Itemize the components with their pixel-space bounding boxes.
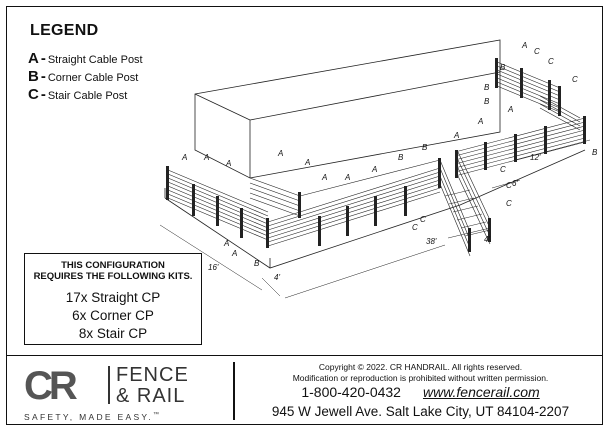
callout-b: B — [484, 83, 490, 92]
callout-c: C — [420, 215, 426, 224]
dimension-16ft: 16' — [208, 263, 219, 272]
logo-fence-word: FENCE — [116, 364, 189, 386]
callout-a: A — [182, 153, 188, 162]
callout-c: C — [506, 199, 512, 208]
website-link[interactable]: www.fencerail.com — [422, 384, 540, 400]
legend-key: C — [28, 86, 39, 103]
legend-item-corner — [28, 68, 138, 85]
callout-b: B — [592, 148, 598, 157]
logo-divider — [108, 366, 110, 404]
callout-b: B — [398, 153, 404, 162]
legend-dash: - — [40, 68, 46, 85]
street-address: 945 W Jewell Ave. Salt Lake City, UT 84104-2207 — [271, 404, 570, 419]
callout-c: C — [572, 75, 578, 84]
callout-b: B — [484, 97, 490, 106]
dimension-12ft: 12' — [530, 153, 541, 162]
callout-a: A — [204, 153, 210, 162]
dimension-6ft: 6' — [512, 179, 518, 188]
dimension-4ft: 4' — [274, 273, 280, 282]
callout-a: A — [454, 131, 460, 140]
dimension-4ft-stair: 4' — [484, 235, 490, 244]
logo-cr-mark: CR — [24, 364, 74, 408]
callout-c: C — [500, 165, 506, 174]
legend-label: Stair Cable Post — [47, 90, 128, 102]
fence-rail-logo — [24, 364, 214, 422]
kits-heading — [25, 260, 201, 282]
footer-divider — [233, 362, 235, 420]
legend-dash: - — [40, 50, 46, 67]
legend-key: A — [28, 50, 39, 67]
callout-c: C — [412, 223, 418, 232]
trademark-symbol: ™ — [152, 412, 159, 419]
title-block-footer — [6, 355, 603, 425]
callout-a: A — [322, 173, 328, 182]
callout-a: A — [224, 239, 230, 248]
callout-c: C — [534, 47, 540, 56]
legend-dash: - — [40, 86, 46, 103]
callout-b: B — [254, 259, 260, 268]
legend-item-straight — [28, 50, 143, 67]
callout-c: C — [548, 57, 554, 66]
callout-a: A — [372, 165, 378, 174]
kits-summary-box — [24, 253, 202, 345]
legend-label: Corner Cable Post — [47, 72, 139, 84]
copyright-text: Copyright © 2022. CR HANDRAIL. All rights reserved. — [318, 362, 523, 372]
callout-b: B — [422, 143, 428, 152]
kits-heading-line: REQUIRES THE FOLLOWING KITS. — [33, 271, 193, 282]
logo-tagline — [24, 412, 159, 422]
kit-line-straight: 17x Straight CP — [65, 290, 161, 305]
callout-a: A — [522, 41, 528, 50]
kits-heading-line: THIS CONFIGURATION — [61, 260, 165, 271]
dimension-38ft: 38' — [426, 237, 437, 246]
callout-a: A — [345, 173, 351, 182]
callout-a: A — [478, 117, 484, 126]
callout-b: B — [500, 63, 506, 72]
tagline-text: SAFETY, MADE EASY. — [24, 412, 153, 422]
reproduction-notice: Modification or reproduction is prohibited without written permission. — [292, 373, 549, 383]
callout-a: A — [226, 159, 232, 168]
callout-a: A — [232, 249, 238, 258]
kit-line-stair: 8x Stair CP — [78, 326, 148, 341]
callout-c: C — [506, 181, 512, 190]
railing-isometric-drawing — [150, 30, 600, 310]
legend-title: LEGEND — [30, 22, 99, 39]
logo-rail-word: & RAIL — [116, 385, 186, 407]
legend-item-stair — [28, 86, 127, 103]
phone-number: 1-800-420-0432 — [301, 384, 401, 400]
callout-a: A — [278, 149, 284, 158]
callout-a: A — [508, 105, 514, 114]
kit-line-corner: 6x Corner CP — [72, 308, 154, 323]
contact-line — [238, 384, 603, 400]
legend-label: Straight Cable Post — [47, 54, 143, 66]
callout-a: A — [305, 158, 311, 167]
legend-key: B — [28, 68, 39, 85]
